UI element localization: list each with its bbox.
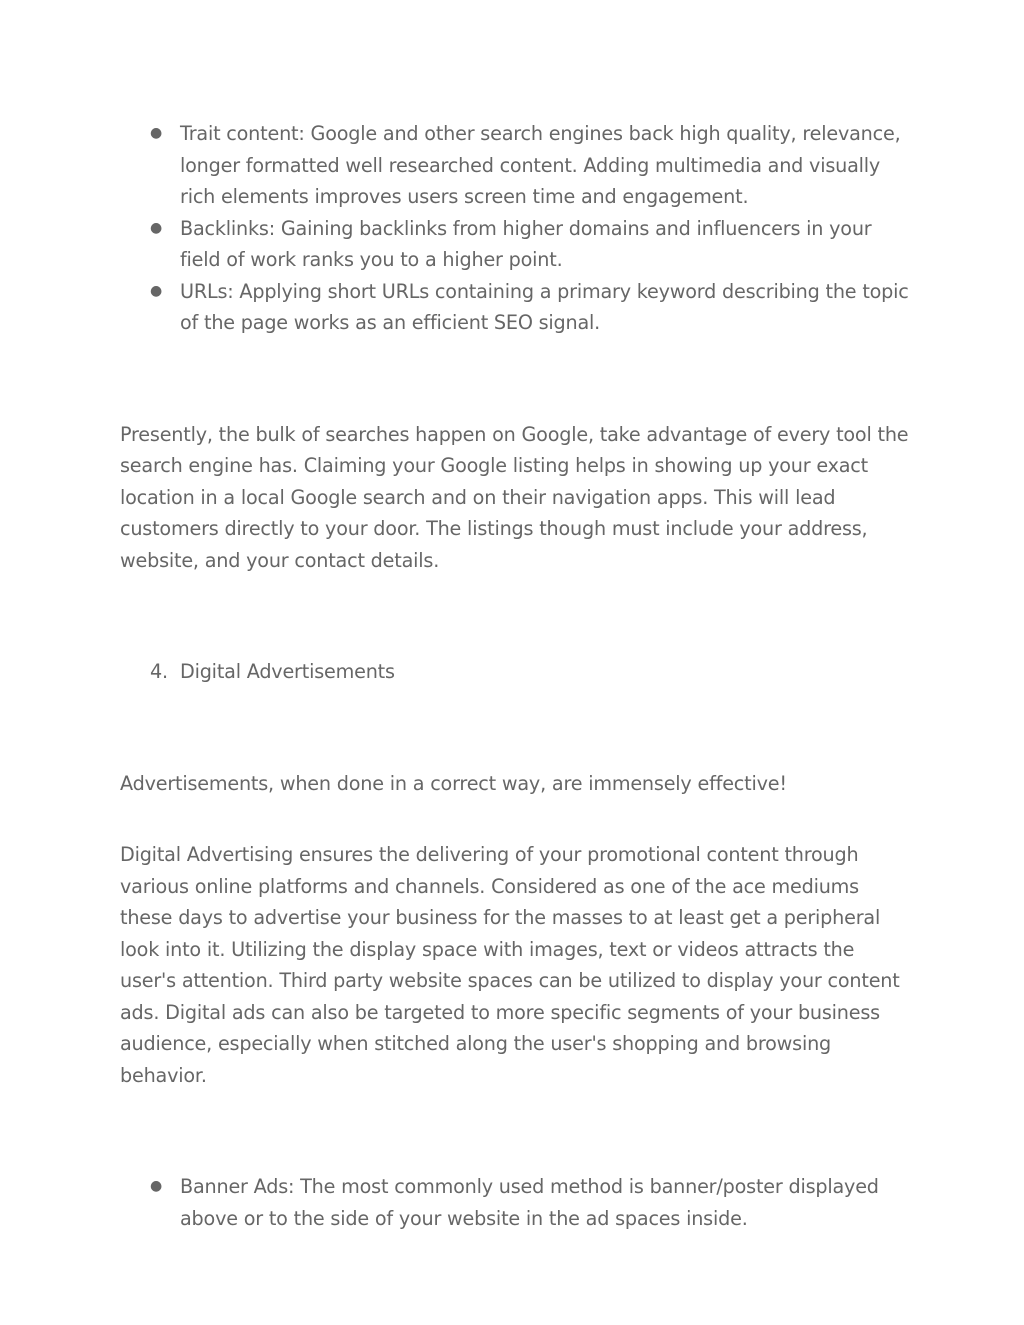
ad-types-list (120, 1171, 910, 1234)
section-heading (120, 656, 910, 688)
document-page (120, 118, 910, 1234)
list-item (120, 118, 910, 213)
paragraph-google-listing: Presently, the bulk of searches happen on Google, take advantage of every tool the search engine has. Claiming your Google listing helps in showing up your exact location in a local Google search and on their navigation apps. This will lead customers directly to your door. The listings though must include your address, website, and your contact details. (120, 422, 909, 572)
list-item-text: Trait content: Google and other search engines back high quality, relevance, longer formatted well researched content. Adding multimedia and visually rich elements improves users screen time and engagement. (180, 122, 901, 208)
paragraph-ads-body: Digital Advertising ensures the delivering of your promotional content through various online platforms and channels. Considered as one of the ace mediums these days to advertise your business for the masses to at least get a peripheral look into it. Utilizing the display space with images, text or videos attracts the user's attention. Third party website spaces can be utilized to display your content ads. Digital ads can also be targeted to more specific segments of your business audience, especially when stitched along the user's shopping and browsing behavior. (120, 843, 900, 1087)
list-item (120, 1171, 910, 1234)
section-number: 4. (150, 660, 168, 683)
list-item-text: Banner Ads: The most commonly used method is banner/poster displayed above or to the side of your website in the ad spaces inside. (180, 1175, 879, 1230)
bullet-icon: ● (150, 219, 163, 236)
bullet-icon: ● (150, 125, 163, 141)
section-title: Digital Advertisements (180, 660, 395, 683)
paragraph-ads-intro: Advertisements, when done in a correct way, are immensely effective! (120, 771, 787, 795)
bullet-icon: ● (150, 1178, 163, 1194)
section-heading-list (120, 656, 910, 688)
list-item (120, 276, 910, 339)
seo-factors-list (120, 118, 910, 339)
bullet-icon: ● (150, 282, 163, 299)
list-item-text: URLs: Applying short URLs containing a primary keyword describing the topic of the page works as an efficient SEO signal. (180, 279, 909, 334)
list-item (120, 213, 910, 276)
list-item-text: Backlinks: Gaining backlinks from higher domains and influencers in your field of work ranks you to a higher point. (180, 216, 872, 271)
